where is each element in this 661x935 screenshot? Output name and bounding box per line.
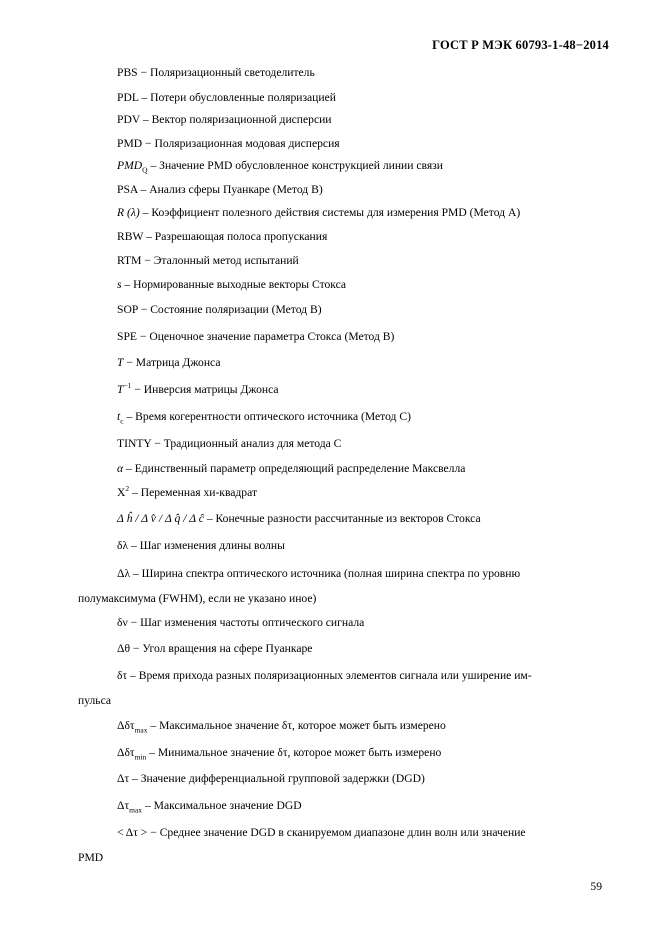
separator: – bbox=[128, 539, 140, 552]
symbol: s bbox=[117, 278, 122, 291]
document-header: ГОСТ Р МЭК 60793-1-48−2014 bbox=[432, 38, 609, 52]
definition-continuation: PMD bbox=[78, 851, 104, 864]
definition: Единственный параметр определяющий распределение Максвелла bbox=[134, 462, 466, 475]
definition: Конечные разности рассчитанные из векторов Стокса bbox=[215, 512, 481, 525]
separator: – bbox=[139, 113, 152, 126]
definition: Анализ сферы Пуанкаре (Метод В) bbox=[149, 183, 323, 196]
symbol: SOP bbox=[117, 303, 138, 316]
symbol: Δτ bbox=[117, 799, 130, 812]
separator: − bbox=[142, 137, 155, 150]
abbreviation-entry-pdl bbox=[117, 91, 336, 104]
abbreviation-entry-delta-tau-max bbox=[117, 799, 302, 815]
symbol: PBS bbox=[117, 66, 138, 79]
symbol-subscript: min bbox=[134, 752, 147, 762]
separator: – bbox=[129, 486, 141, 499]
abbreviation-entry-r-lambda bbox=[117, 206, 520, 219]
separator: − bbox=[127, 616, 141, 629]
separator: – bbox=[143, 230, 155, 243]
definition-continuation: пульса bbox=[78, 694, 111, 707]
separator: − bbox=[151, 437, 164, 450]
definition: Матрица Джонса bbox=[135, 356, 221, 369]
definition: Значение PMD обусловленное конструкцией линии связи bbox=[159, 159, 443, 172]
separator: – bbox=[203, 512, 216, 525]
symbol: Δθ bbox=[117, 642, 131, 655]
symbol: PSA bbox=[117, 183, 138, 196]
symbol: δν bbox=[117, 616, 128, 629]
abbreviation-entry-delta-lambda-step bbox=[117, 539, 285, 552]
symbol: δτ bbox=[117, 669, 128, 682]
symbol: < Δτ > bbox=[117, 826, 148, 839]
symbol: R (λ) bbox=[117, 206, 140, 219]
separator: − bbox=[137, 303, 151, 316]
symbol: SPE bbox=[117, 330, 137, 343]
separator: − bbox=[130, 642, 143, 655]
definition: Поляризационная модовая дисперсия bbox=[154, 137, 340, 150]
abbreviation-entry-rtm bbox=[117, 254, 299, 267]
symbol: TINTY bbox=[117, 437, 152, 450]
symbol-subscript: c bbox=[120, 416, 124, 426]
definition: Время прихода разных поляризационных элементов сигнала или уширение им- bbox=[138, 669, 532, 682]
definition: Разрешающая полоса пропускания bbox=[154, 230, 328, 243]
symbol: α bbox=[117, 462, 124, 475]
definition: Поляризационный светоделитель bbox=[149, 66, 315, 79]
definition: Угол вращения на сфере Пуанкаре bbox=[142, 642, 313, 655]
separator: − bbox=[137, 66, 150, 79]
abbreviation-entry-spe bbox=[117, 330, 394, 343]
separator: – bbox=[129, 772, 141, 785]
definition: Состояние поляризации (Метод В) bbox=[150, 303, 322, 316]
abbreviation-entry-s bbox=[117, 278, 346, 291]
symbol: PMD bbox=[117, 137, 143, 150]
symbol: δλ bbox=[117, 539, 129, 552]
abbreviation-entry-spectral-width bbox=[117, 567, 520, 580]
symbol-superscript: 2 bbox=[125, 484, 130, 494]
abbreviation-entry-delta-delta-tau-min bbox=[117, 746, 442, 762]
separator: − bbox=[136, 330, 150, 343]
abbreviation-entry-pmdq bbox=[117, 159, 443, 175]
abbreviation-entry-tc bbox=[117, 410, 411, 426]
separator: – bbox=[130, 567, 142, 580]
abbreviation-entry-delta-theta bbox=[117, 642, 312, 655]
symbol: PMD bbox=[117, 159, 143, 172]
definition: Нормированные выходные векторы Стокса bbox=[133, 278, 347, 291]
symbol-superscript: −1 bbox=[123, 381, 132, 391]
symbol-subscript: max bbox=[129, 805, 143, 815]
separator: − bbox=[131, 383, 144, 396]
separator: – bbox=[137, 183, 150, 196]
page-number: 59 bbox=[590, 880, 602, 893]
abbreviation-entry-delta-tau bbox=[117, 669, 532, 682]
definition: Время когерентности оптического источника (Метод С) bbox=[135, 410, 411, 423]
symbol: Δδτ bbox=[117, 719, 135, 732]
abbreviation-entry-sop bbox=[117, 303, 322, 316]
abbreviation-entry-alpha bbox=[117, 462, 465, 475]
abbreviation-entry-delta-nu bbox=[117, 616, 364, 629]
definition: Шаг изменения длины волны bbox=[139, 539, 285, 552]
symbol-subscript: Q bbox=[142, 165, 148, 175]
abbreviation-entry-finite-differences bbox=[117, 512, 481, 525]
abbreviation-entry-pbs bbox=[117, 66, 315, 79]
definition: Вектор поляризационной дисперсии bbox=[151, 113, 332, 126]
definition: Эталонный метод испытаний bbox=[153, 254, 299, 267]
symbol: T bbox=[117, 356, 124, 369]
abbreviation-entry-delta-delta-tau-max bbox=[117, 719, 446, 735]
abbreviation-entry-chi-square bbox=[117, 486, 257, 499]
symbol: t bbox=[117, 410, 121, 423]
abbreviation-entry-mean-delta-tau bbox=[117, 826, 526, 839]
separator: – bbox=[123, 462, 135, 475]
symbol: Δτ bbox=[117, 772, 130, 785]
abbreviation-entry-pmd bbox=[117, 137, 340, 150]
separator: – bbox=[123, 410, 136, 423]
symbol: RTM bbox=[117, 254, 142, 267]
separator: – bbox=[142, 799, 154, 812]
symbol: Δ ĥ / Δ v̂ / Δ q̂ / Δ ĉ bbox=[117, 512, 204, 525]
definition: Среднее значение DGD в сканируемом диапазоне длин волн или значение bbox=[159, 826, 526, 839]
definition: Минимальное значение δτ, которое может быть измерено bbox=[157, 746, 442, 759]
separator: − bbox=[147, 826, 160, 839]
abbreviation-entry-rbw bbox=[117, 230, 327, 243]
abbreviation-entry-delta-tau-dgd bbox=[117, 772, 425, 785]
separator: − bbox=[123, 356, 136, 369]
abbreviation-entry-pdv bbox=[117, 113, 332, 126]
symbol: RBW bbox=[117, 230, 144, 243]
abbreviation-entry-psa bbox=[117, 183, 323, 196]
symbol: PDV bbox=[117, 113, 140, 126]
separator: – bbox=[138, 91, 151, 104]
separator: – bbox=[121, 278, 134, 291]
definition: Потери обусловленные поляризацией bbox=[150, 91, 336, 104]
definition: Инверсия матрицы Джонса bbox=[143, 383, 279, 396]
definition: Максимальное значение δτ, которое может быть измерено bbox=[159, 719, 446, 732]
symbol: PDL bbox=[117, 91, 139, 104]
definition: Коэффициент полезного действия системы для измерения PMD (Метод А) bbox=[151, 206, 521, 219]
definition: Традиционный анализ для метода С bbox=[163, 437, 342, 450]
symbol: T bbox=[117, 383, 124, 396]
abbreviation-entry-t bbox=[117, 356, 220, 369]
separator: – bbox=[139, 206, 152, 219]
definition: Переменная хи-квадрат bbox=[140, 486, 258, 499]
definition: Значение дифференциальной групповой задержки (DGD) bbox=[140, 772, 425, 785]
abbreviation-entry-t-inverse bbox=[117, 383, 279, 396]
separator: – bbox=[146, 746, 158, 759]
separator: – bbox=[147, 719, 160, 732]
definition: Ширина спектра оптического источника (полная ширина спектра по уровню bbox=[141, 567, 521, 580]
separator: – bbox=[127, 669, 139, 682]
definition: Максимальное значение DGD bbox=[153, 799, 302, 812]
symbol-subscript: max bbox=[134, 725, 148, 735]
definition: Шаг изменения частоты оптического сигнала bbox=[140, 616, 365, 629]
separator: − bbox=[141, 254, 154, 267]
definition: Оценочное значение параметра Стокса (Метод В) bbox=[149, 330, 395, 343]
abbreviation-entry-tinty bbox=[117, 437, 341, 450]
symbol: X bbox=[117, 486, 126, 499]
definition-continuation: полумаксимума (FWHM), если не указано иное) bbox=[78, 592, 317, 605]
separator: – bbox=[147, 159, 160, 172]
symbol: Δλ bbox=[117, 567, 131, 580]
symbol: Δδτ bbox=[117, 746, 135, 759]
